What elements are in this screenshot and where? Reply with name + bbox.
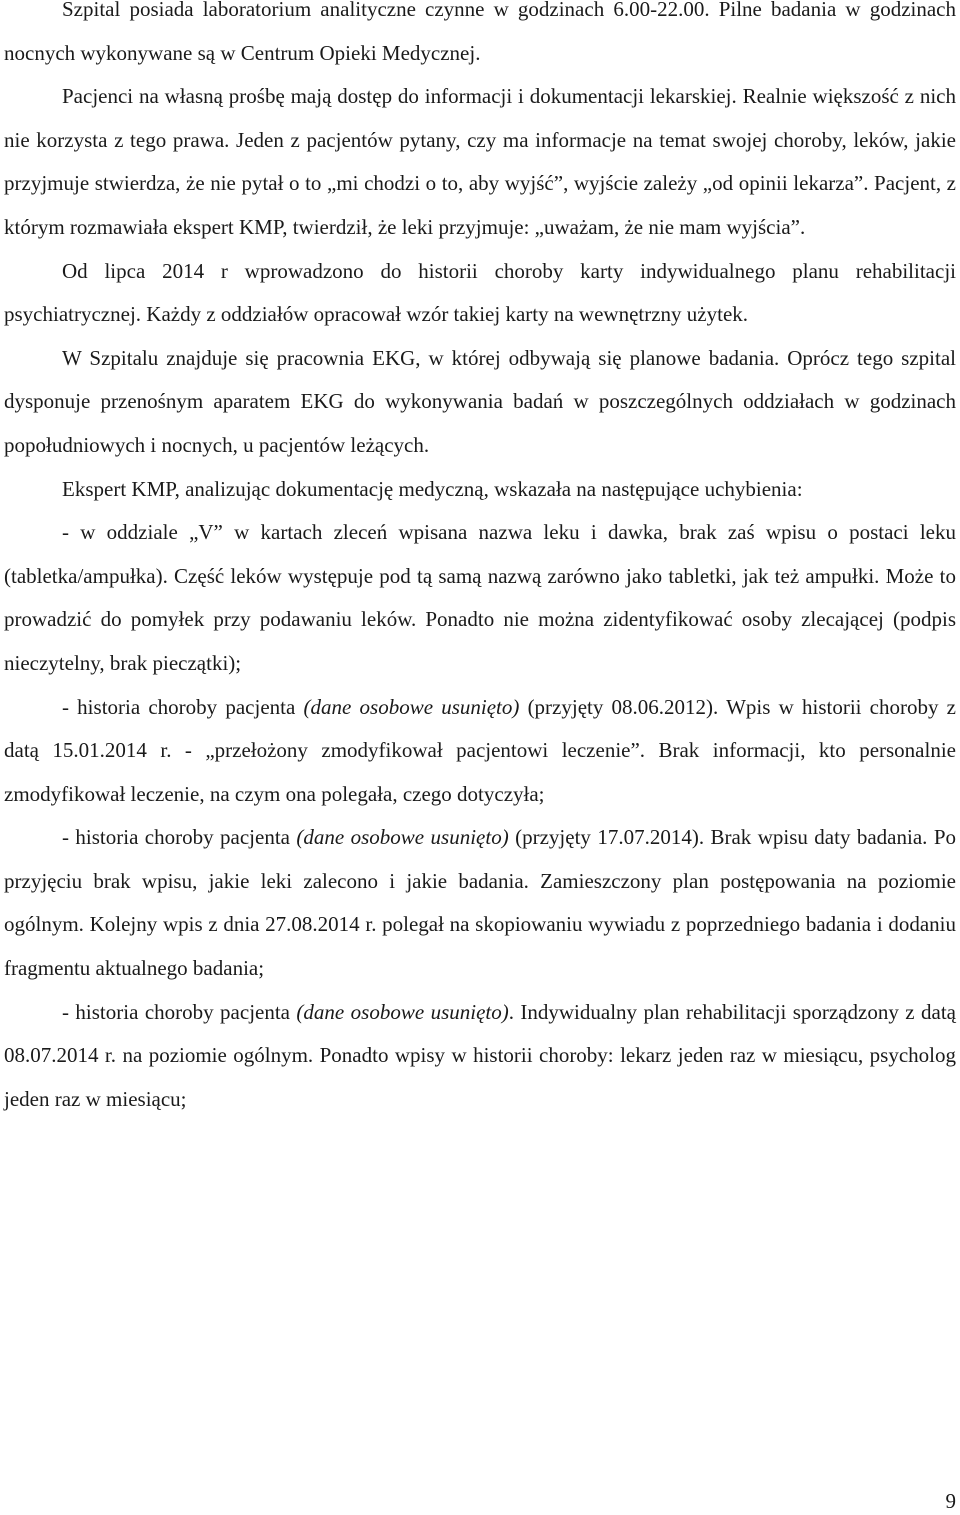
paragraph-text: Szpital posiada laboratorium analityczne czynne w godzinach 6.00-22.00. Pilne badania w godzinach nocnych wykonywane są w Centrum Opieki Medycznej. bbox=[4, 0, 956, 65]
redaction-note: (dane osobowe usunięto) bbox=[296, 999, 509, 1024]
paragraph-text: (przyjęty 17.07.2014). Brak wpisu daty badania. Po przyjęciu brak wpisu, jakie leki zalecono i jakie badania. Zamieszczony plan postępowania na poziomie ogólnym. Kolejny wpis z dnia 27.08.2014 r. polegał na skopiowaniu wywiadu z poprzedniego badania i dodaniu fragmentu aktualnego badania; bbox=[4, 825, 956, 981]
paragraph-text: - historia choroby pacjenta bbox=[62, 825, 297, 850]
paragraph-text: (przyjęty 08.06.2012). Wpis w historii choroby z datą 15.01.2014 r. - „przełożony zmodyfikował pacjentowi leczenie”. Brak informacji, kto personalnie zmodyfikował leczenie, na czym ona polegała, czego dotyczyła; bbox=[4, 694, 956, 806]
page-number: 9 bbox=[945, 1489, 956, 1513]
redaction-note: (dane osobowe usunięto) bbox=[296, 825, 509, 850]
list-item-finding-history-2 bbox=[4, 816, 956, 990]
paragraph-ekg bbox=[4, 337, 956, 468]
paragraph-text: Od lipca 2014 r wprowadzono do historii choroby karty indywidualnego planu rehabilitacji psychiatrycznej. Każdy z oddziałów opracował wzór takiej karty na wewnętrzny użytek. bbox=[4, 258, 956, 327]
paragraph-text: . Indywidualny plan rehabilitacji sporządzony z datą 08.07.2014 r. na poziomie ogólnym. Ponadto wpisy w historii choroby: lekarz jeden raz w miesiącu, psycholog jeden raz w miesiącu; bbox=[4, 999, 956, 1111]
paragraph-text: Pacjenci na własną prośbę mają dostęp do informacji i dokumentacji lekarskiej. Realnie większość z nich nie korzysta z tego prawa. Jeden z pacjentów pytany, czy ma informacje na temat swojej choroby, leków, jakie przyjmuje stwierdza, że nie pytał o to „mi chodzi o to, aby wyjść”, wyjście zależy „od opinii lekarza”. Pacjent, z którym rozmawiała ekspert KMP, twierdził, że leki przyjmuje: „uważam, że nie mam wyjścia”. bbox=[4, 84, 956, 239]
list-item-finding-history-1 bbox=[4, 686, 956, 817]
paragraph-rehab-cards bbox=[4, 250, 956, 337]
paragraph-expert-findings bbox=[4, 468, 956, 512]
list-item-finding-history-3 bbox=[4, 991, 956, 1122]
paragraph-text: Ekspert KMP, analizując dokumentację medyczną, wskazała na następujące uchybienia: bbox=[62, 476, 803, 501]
paragraph-laboratory bbox=[4, 0, 956, 75]
paragraph-text: - historia choroby pacjenta bbox=[62, 999, 297, 1024]
paragraph-patient-access bbox=[4, 75, 956, 249]
paragraph-text: - historia choroby pacjenta bbox=[62, 694, 304, 719]
list-item-finding-ward-v bbox=[4, 511, 956, 685]
paragraph-text: - w oddziale „V” w kartach zleceń wpisana nazwa leku i dawka, brak zaś wpisu o postaci leku (tabletka/ampułka). Część leków występuje pod tą samą nazwą zarówno jako tabletki, jak też ampułki. Może to prowadzić do pomyłek przy podawaniu leków. Ponadto nie można zidentyfikować osoby zlecającej (podpis nieczytelny, brak pieczątki); bbox=[4, 520, 956, 675]
paragraph-text: W Szpitalu znajduje się pracownia EKG, w której odbywają się planowe badania. Oprócz tego szpital dysponuje przenośnym aparatem EKG do wykonywania badań w poszczególnych oddziałach w godzinach popołudniowych i nocnych, u pacjentów leżących. bbox=[4, 345, 956, 457]
redaction-note: (dane osobowe usunięto) bbox=[303, 694, 520, 719]
